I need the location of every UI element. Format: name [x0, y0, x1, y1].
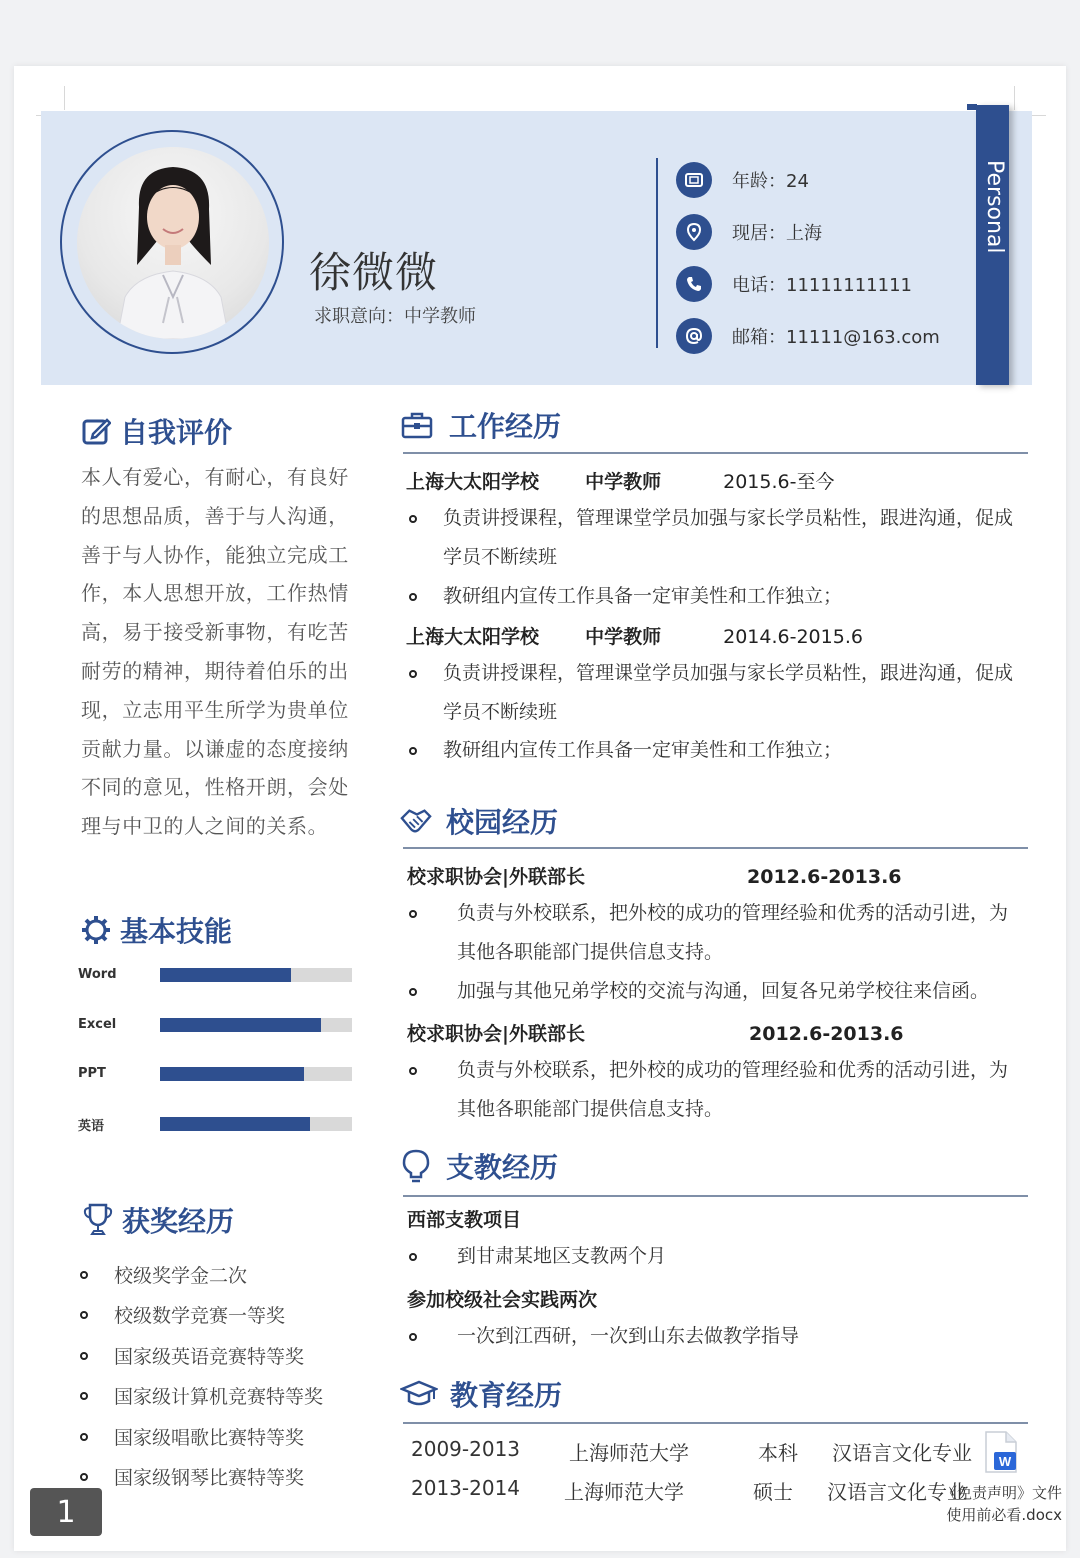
edu-school: 上海师范大学 [564, 1480, 684, 1504]
award-item [80, 1261, 247, 1288]
self-eval-line: 作，本人思想开放，工作热情 [81, 581, 349, 606]
self-eval-line: 现，立志用平生所学为贵单位 [81, 697, 349, 722]
trophy-icon [82, 1204, 114, 1236]
id-card-icon [676, 162, 712, 198]
self-eval-line: 本人有爱心，有耐心，有良好 [81, 465, 349, 489]
bullet-icon [409, 747, 417, 755]
job-bullet [409, 577, 842, 616]
job-bullet [409, 731, 842, 770]
award-item [80, 1423, 304, 1450]
bullet-icon [80, 1433, 88, 1441]
self-eval-line: 的思想品质，善于与人沟通， [81, 503, 349, 528]
job-org: 上海大太阳学校 [406, 626, 540, 648]
self-eval-line: 高，易于接受新事物，有吃苦 [81, 620, 349, 645]
email-text: 邮箱：11111@163.com [732, 327, 940, 348]
self-eval-line: 理与中卫的人之间的关系。 [81, 814, 329, 839]
file-name-line: 《免责声明》文件 [941, 1484, 1062, 1502]
section-divider [403, 452, 1028, 454]
campus-header [407, 1019, 904, 1046]
skill-label: 英语 [78, 1119, 105, 1134]
job-header [406, 467, 834, 494]
handshake-icon [400, 805, 432, 837]
campus-date: 2012.6-2013.6 [747, 866, 902, 888]
skill-bar [160, 1018, 352, 1032]
bullet-icon [80, 1271, 88, 1279]
skill-bar [160, 1117, 352, 1131]
page-number-badge[interactable]: 1 [30, 1488, 102, 1536]
job-role: 中学教师 [585, 626, 662, 648]
bullet-icon [409, 1253, 417, 1261]
skill-label: PPT [78, 1066, 106, 1081]
edu-degree: 本科 [758, 1441, 798, 1465]
award-text: 国家级唱歌比赛特等奖 [114, 1427, 305, 1449]
award-text: 校级数学竞赛一等奖 [114, 1305, 286, 1327]
award-text: 校级奖学金二次 [114, 1265, 248, 1287]
edit-icon [80, 415, 112, 447]
campus-bullet [409, 894, 1008, 972]
awards-heading [82, 1200, 234, 1240]
personal-tab-label [976, 160, 1009, 280]
bullet-icon [409, 593, 417, 601]
bullet-text: 一次到江西研，一次到山东去做教学指导 [457, 1325, 800, 1347]
campus-role: 校求职协会|外联部长 [407, 1023, 585, 1045]
campus-bullet [409, 972, 989, 1011]
bullet-text: 其他各职能部门提供信息支持。 [457, 1098, 724, 1120]
volunteer-bullet [409, 1237, 666, 1276]
avatar [77, 147, 269, 339]
word-letter: W [998, 1454, 1012, 1469]
volunteer-item-title: 西部支教项目 [407, 1209, 522, 1231]
work-title: 工作经历 [449, 410, 562, 443]
skills-heading [80, 910, 232, 950]
campus-role: 校求职协会|外联部长 [407, 866, 585, 888]
briefcase-icon [401, 409, 433, 441]
bullet-text: 学员不断续班 [443, 701, 558, 723]
bullet-text: 负责讲授课程，管理课堂学员加强与家长学员粘性，跟进沟通，促成 [443, 662, 1014, 684]
personal-tab-text: Personal [981, 160, 1007, 254]
job-org: 上海大太阳学校 [406, 471, 540, 493]
award-text: 国家级英语竞赛特等奖 [114, 1346, 305, 1368]
bullet-icon [409, 515, 417, 523]
edu-major: 汉语言文化专业 [832, 1441, 972, 1465]
bullet-text: 加强与其他兄弟学校的交流与沟通，回复各兄弟学校往来信函。 [457, 980, 990, 1002]
skill-bar-fill [160, 1067, 304, 1081]
age-text: 年龄：24 [732, 171, 809, 192]
info-phone [676, 266, 912, 302]
work-heading [401, 405, 561, 445]
section-divider [403, 1195, 1028, 1197]
self-eval-line: 善于与人协作，能独立完成工 [81, 542, 349, 567]
bullet-text: 其他各职能部门提供信息支持。 [457, 941, 724, 963]
skill-bar [160, 968, 352, 982]
self-eval-line: 贡献力量。以谦虚的态度接纳 [81, 736, 349, 761]
award-item [80, 1382, 323, 1409]
campus-heading [400, 801, 558, 841]
job-bullet [409, 654, 1013, 732]
skills-title: 基本技能 [120, 915, 233, 948]
job-date: 2014.6-2015.6 [723, 626, 863, 648]
self-eval-heading [80, 411, 232, 451]
file-name-label[interactable] [938, 1482, 1062, 1526]
edu-degree: 硕士 [753, 1480, 793, 1504]
award-item [80, 1342, 304, 1369]
self-eval-title: 自我评价 [120, 416, 233, 449]
bullet-icon [80, 1473, 88, 1481]
skill-bar-fill [160, 1117, 310, 1131]
bullet-icon [409, 988, 417, 996]
info-location [676, 214, 822, 250]
graduation-cap-icon [400, 1378, 438, 1410]
volunteer-heading [400, 1146, 558, 1186]
section-divider [403, 847, 1028, 849]
self-eval-line: 不同的意见，性格开朗，会处 [81, 775, 349, 800]
job-intent: 求职意向：中学教师 [314, 306, 476, 327]
phone-text: 电话：11111111111 [732, 275, 912, 296]
award-item [80, 1463, 304, 1490]
file-name-line: 使用前必看.docx [946, 1506, 1062, 1524]
skill-bar-fill [160, 1018, 321, 1032]
bullet-icon [409, 910, 417, 918]
bullet-icon [80, 1311, 88, 1319]
volunteer-bullet [409, 1317, 799, 1356]
bullet-icon [80, 1392, 88, 1400]
skill-label: Excel [78, 1017, 117, 1032]
gear-icon [80, 914, 112, 946]
edu-school: 上海师范大学 [569, 1441, 689, 1465]
edu-years: 2013-2014 [411, 1476, 521, 1500]
edu-years: 2009-2013 [411, 1437, 521, 1461]
campus-title: 校园经历 [446, 806, 559, 839]
job-bullet [409, 499, 1013, 577]
candidate-name: 徐微微 [309, 248, 439, 297]
location-text: 现居：上海 [732, 223, 822, 244]
location-icon [676, 214, 712, 250]
edu-major: 汉语言文化专业 [827, 1480, 967, 1504]
bullet-icon [409, 670, 417, 678]
bullet-icon [409, 1333, 417, 1341]
award-text: 国家级计算机竞赛特等奖 [114, 1386, 324, 1408]
info-email [676, 318, 940, 354]
bullet-icon [80, 1352, 88, 1360]
word-doc-icon[interactable] [982, 1430, 1018, 1474]
skill-label: Word [78, 967, 117, 982]
campus-date: 2012.6-2013.6 [749, 1023, 904, 1045]
volunteer-item-title: 参加校级社会实践两次 [407, 1289, 598, 1311]
self-eval-line: 耐劳的精神，期待着伯乐的出 [81, 658, 349, 683]
bullet-icon [409, 1067, 417, 1075]
bullet-text: 教研组内宣传工作具备一定审美性和工作独立； [443, 585, 843, 607]
award-text: 国家级钢琴比赛特等奖 [114, 1467, 305, 1489]
bullet-text: 到甘肃某地区支教两个月 [457, 1245, 667, 1267]
volunteer-title: 支教经历 [446, 1151, 559, 1184]
bullet-text: 负责与外校联系，把外校的成功的管理经验和优秀的活动引进，为 [457, 902, 1009, 924]
crop-mark [1014, 86, 1015, 110]
job-role: 中学教师 [585, 471, 662, 493]
award-item [80, 1301, 285, 1328]
campus-header [407, 862, 902, 889]
at-icon [676, 318, 712, 354]
job-header [406, 622, 863, 649]
job-date: 2015.6-至今 [723, 471, 835, 493]
section-divider [403, 1422, 1028, 1424]
info-age [676, 162, 809, 198]
campus-bullet [409, 1051, 1008, 1129]
bullet-text: 学员不断续班 [443, 546, 558, 568]
education-heading [400, 1374, 562, 1414]
header-divider [656, 158, 658, 348]
phone-icon [676, 266, 712, 302]
crop-mark [64, 86, 65, 110]
bullet-text: 负责与外校联系，把外校的成功的管理经验和优秀的活动引进，为 [457, 1059, 1009, 1081]
awards-title: 获奖经历 [122, 1205, 235, 1238]
skill-bar-fill [160, 968, 291, 982]
bullet-text: 教研组内宣传工作具备一定审美性和工作独立； [443, 739, 843, 761]
skill-bar [160, 1067, 352, 1081]
self-eval-text [81, 458, 361, 846]
bullet-text: 负责讲授课程，管理课堂学员加强与家长学员粘性，跟进沟通，促成 [443, 507, 1014, 529]
education-title: 教育经历 [450, 1379, 563, 1412]
lightbulb-icon [400, 1150, 432, 1182]
